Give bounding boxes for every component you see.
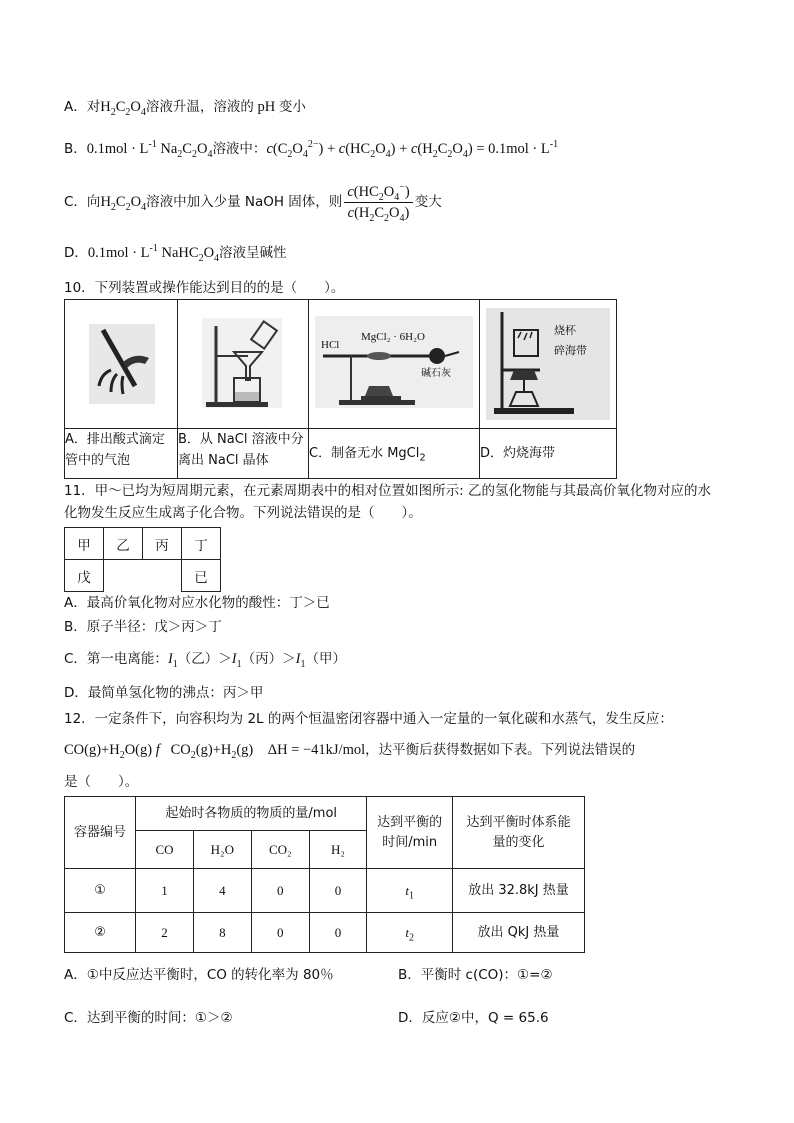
- q11-option-a: A．最高价氧化物对应水化物的酸性：丁＞已: [64, 595, 330, 611]
- q11-stem-1: 11．甲～已均为短周期元素，在元素周期表中的相对位置如图所示: 乙的氢化物能与其最高价氧化物对应的水: [64, 483, 712, 499]
- apparatus-b-image: [178, 300, 309, 429]
- q9-option-a: A．对$H_2C_2O_4$溶液升温，溶液的 pH 变小: [64, 99, 306, 118]
- option-b-caption: B．从 NaCl 溶液中分离出 NaCl 晶体: [178, 429, 309, 479]
- q11-option-d: D．最简单氢化物的沸点：丙＞甲: [64, 685, 264, 701]
- svg-text:烧杯: 烧杯: [554, 324, 576, 337]
- q12-option-d: D．反应②中，Q = 65.6: [398, 1010, 549, 1026]
- q11-option-b: B．原子半径：戊＞丙＞丁: [64, 619, 222, 635]
- option-d-caption: D．灼烧海带: [480, 429, 617, 479]
- apparatus-a-image: [65, 300, 178, 429]
- periodic-position-table: 甲 乙 丙 丁 戊 已: [64, 527, 221, 592]
- q9-option-c: C．向$H_2C_2O_4$溶液中加入少量 NaOH 固体，则 $\frac{c(HC_2O_4^-)}{c(H_2C_2O_4)}$ 变大: [64, 181, 442, 224]
- q10-apparatus-table: [64, 299, 617, 479]
- q9-option-d: D．$0.1mol \cdot L^{-1}$ $NaHC_2O_4$溶液呈碱性: [64, 243, 287, 264]
- table-row: ② 2 8 0 0 $t_2$ 放出 QkJ 热量: [65, 913, 585, 953]
- q12-stem-3: 是（ ）。: [64, 774, 139, 790]
- option-c-caption: C．制备无水 MgCl$_2$: [309, 429, 480, 479]
- q10-stem: 10．下列装置或操作能达到目的的是（ ）。: [64, 280, 345, 296]
- apparatus-d-image: [480, 300, 617, 429]
- svg-text:MgCl₂ · 6H₂O: MgCl₂ · 6H₂O: [361, 331, 425, 343]
- ratio-fraction: $\frac{c(HC_2O_4^-)}{c(H_2C_2O_4)}$: [344, 183, 412, 222]
- svg-text:碱石灰: 碱石灰: [421, 368, 451, 379]
- svg-text:HCl: HCl: [321, 339, 340, 351]
- option-a-caption: A．排出酸式滴定管中的气泡: [65, 429, 178, 479]
- apparatus-c-image: [309, 300, 480, 429]
- q11-option-c: C．第一电离能：$I_1$（乙）$>I_1$（丙）$>I_1$（甲）: [64, 651, 346, 670]
- q11-stem-2: 化物发生反应生成离子化合物。下列说法错误的是（ ）。: [64, 505, 422, 521]
- q9-option-b: B．$0.1mol \cdot L^{-1}$ $Na_2C_2O_4$溶液中：$c(C_2O_4^{2-}) + c(HC_2O_4) + c(H_2C_2O_4) = 0.1mol \cdot L^{-1}$: [64, 139, 559, 160]
- q12-option-c: C．达到平衡的时间：①＞②: [64, 1010, 233, 1026]
- q12-option-b: B．平衡时 c(CO)：①=②: [398, 967, 553, 983]
- equilibrium-data-table: 容器编号 起始时各物质的物质的量/mol 达到平衡的 时间/min 达到平衡时体系能 量的变化 CO H₂O CO₂ H₂ ① 1 4 0 0 $t_1$ 放出 32.8kJ 热量 ② 2 8 0 0 $t_2$ 放出 QkJ 热量: [64, 796, 585, 953]
- q12-reaction: $CO(g)+H_2O(g)$ f $CO_2(g)+H_2(g)$ ΔH = −41kJ/mol，达平衡后获得数据如下表。下列说法错误的: [64, 742, 636, 761]
- q12-stem-1: 12．一定条件下，向容积均为 2L 的两个恒温密闭容器中通入一定量的一氧化碳和水蒸气，发生反应：: [64, 711, 673, 727]
- svg-text:碎海带: 碎海带: [554, 344, 587, 357]
- q12-option-a: A．①中反应达平衡时，CO 的转化率为 80％: [64, 967, 334, 983]
- table-row: ① 1 4 0 0 $t_1$ 放出 32.8kJ 热量: [65, 869, 585, 913]
